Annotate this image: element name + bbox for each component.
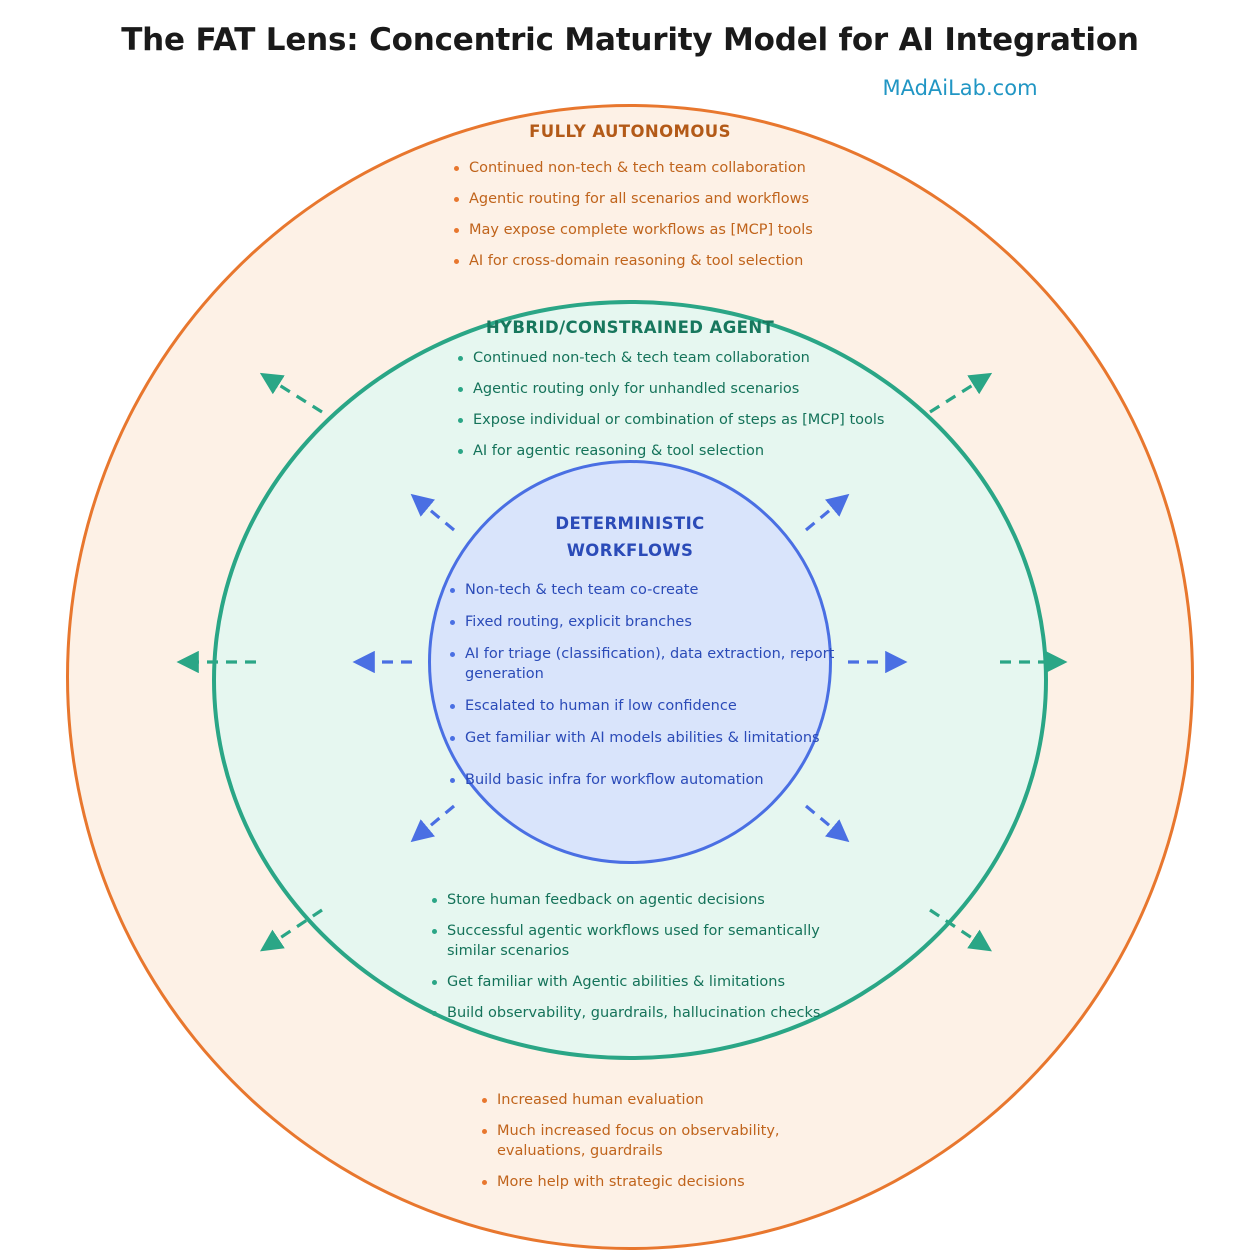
list-item: Store human feedback on agentic decisions (430, 890, 850, 910)
list-item: Get familiar with AI models abilities & limitations (448, 728, 838, 748)
list-fully-autonomous-bottom (480, 1090, 820, 1203)
heading-fully-autonomous: FULLY AUTONOMOUS (529, 122, 731, 141)
list-item: Continued non-tech & tech team collaboration (456, 348, 906, 368)
brand-label (0, 76, 1260, 100)
list-item: Non-tech & tech team co-create (448, 580, 838, 600)
list-item: Much increased focus on observability, evaluations, guardrails (480, 1121, 820, 1161)
heading-deterministic-workflows (430, 510, 830, 564)
list-item: Escalated to human if low confidence (448, 696, 838, 716)
list-item: Get familiar with Agentic abilities & limitations (430, 972, 850, 992)
list-item: Agentic routing only for unhandled scenarios (456, 379, 906, 399)
list-deterministic-workflows (448, 580, 838, 802)
list-item: More help with strategic decisions (480, 1172, 820, 1192)
list-item: Build observability, guardrails, hallucination checks (430, 1003, 850, 1023)
list-hybrid-top (456, 348, 906, 472)
heading-hybrid-constrained-agent: HYBRID/CONSTRAINED AGENT (485, 318, 775, 337)
list-fully-autonomous-top (452, 158, 852, 282)
list-item: AI for agentic reasoning & tool selection (456, 441, 906, 461)
brand-text: MAdAiLab.com (882, 76, 1038, 100)
list-item: Successful agentic workflows used for semantically similar scenarios (430, 921, 850, 961)
list-hybrid-bottom (430, 890, 850, 1034)
list-item: May expose complete workflows as [MCP] tools (452, 220, 852, 240)
list-item: Expose individual or combination of steps as [MCP] tools (456, 410, 906, 430)
list-item: Agentic routing for all scenarios and workflows (452, 189, 852, 209)
heading-inner-line2: WORKFLOWS (566, 541, 694, 560)
list-item: AI for triage (classification), data extraction, report generation (448, 644, 838, 684)
page-title: The FAT Lens: Concentric Maturity Model for AI Integration (121, 22, 1139, 58)
list-item: Build basic infra for workflow automation (448, 770, 838, 790)
heading-inner-line1: DETERMINISTIC (555, 514, 705, 533)
list-item: Increased human evaluation (480, 1090, 820, 1110)
list-item: AI for cross-domain reasoning & tool selection (452, 251, 852, 271)
list-item: Continued non-tech & tech team collaboration (452, 158, 852, 178)
list-item: Fixed routing, explicit branches (448, 612, 838, 632)
